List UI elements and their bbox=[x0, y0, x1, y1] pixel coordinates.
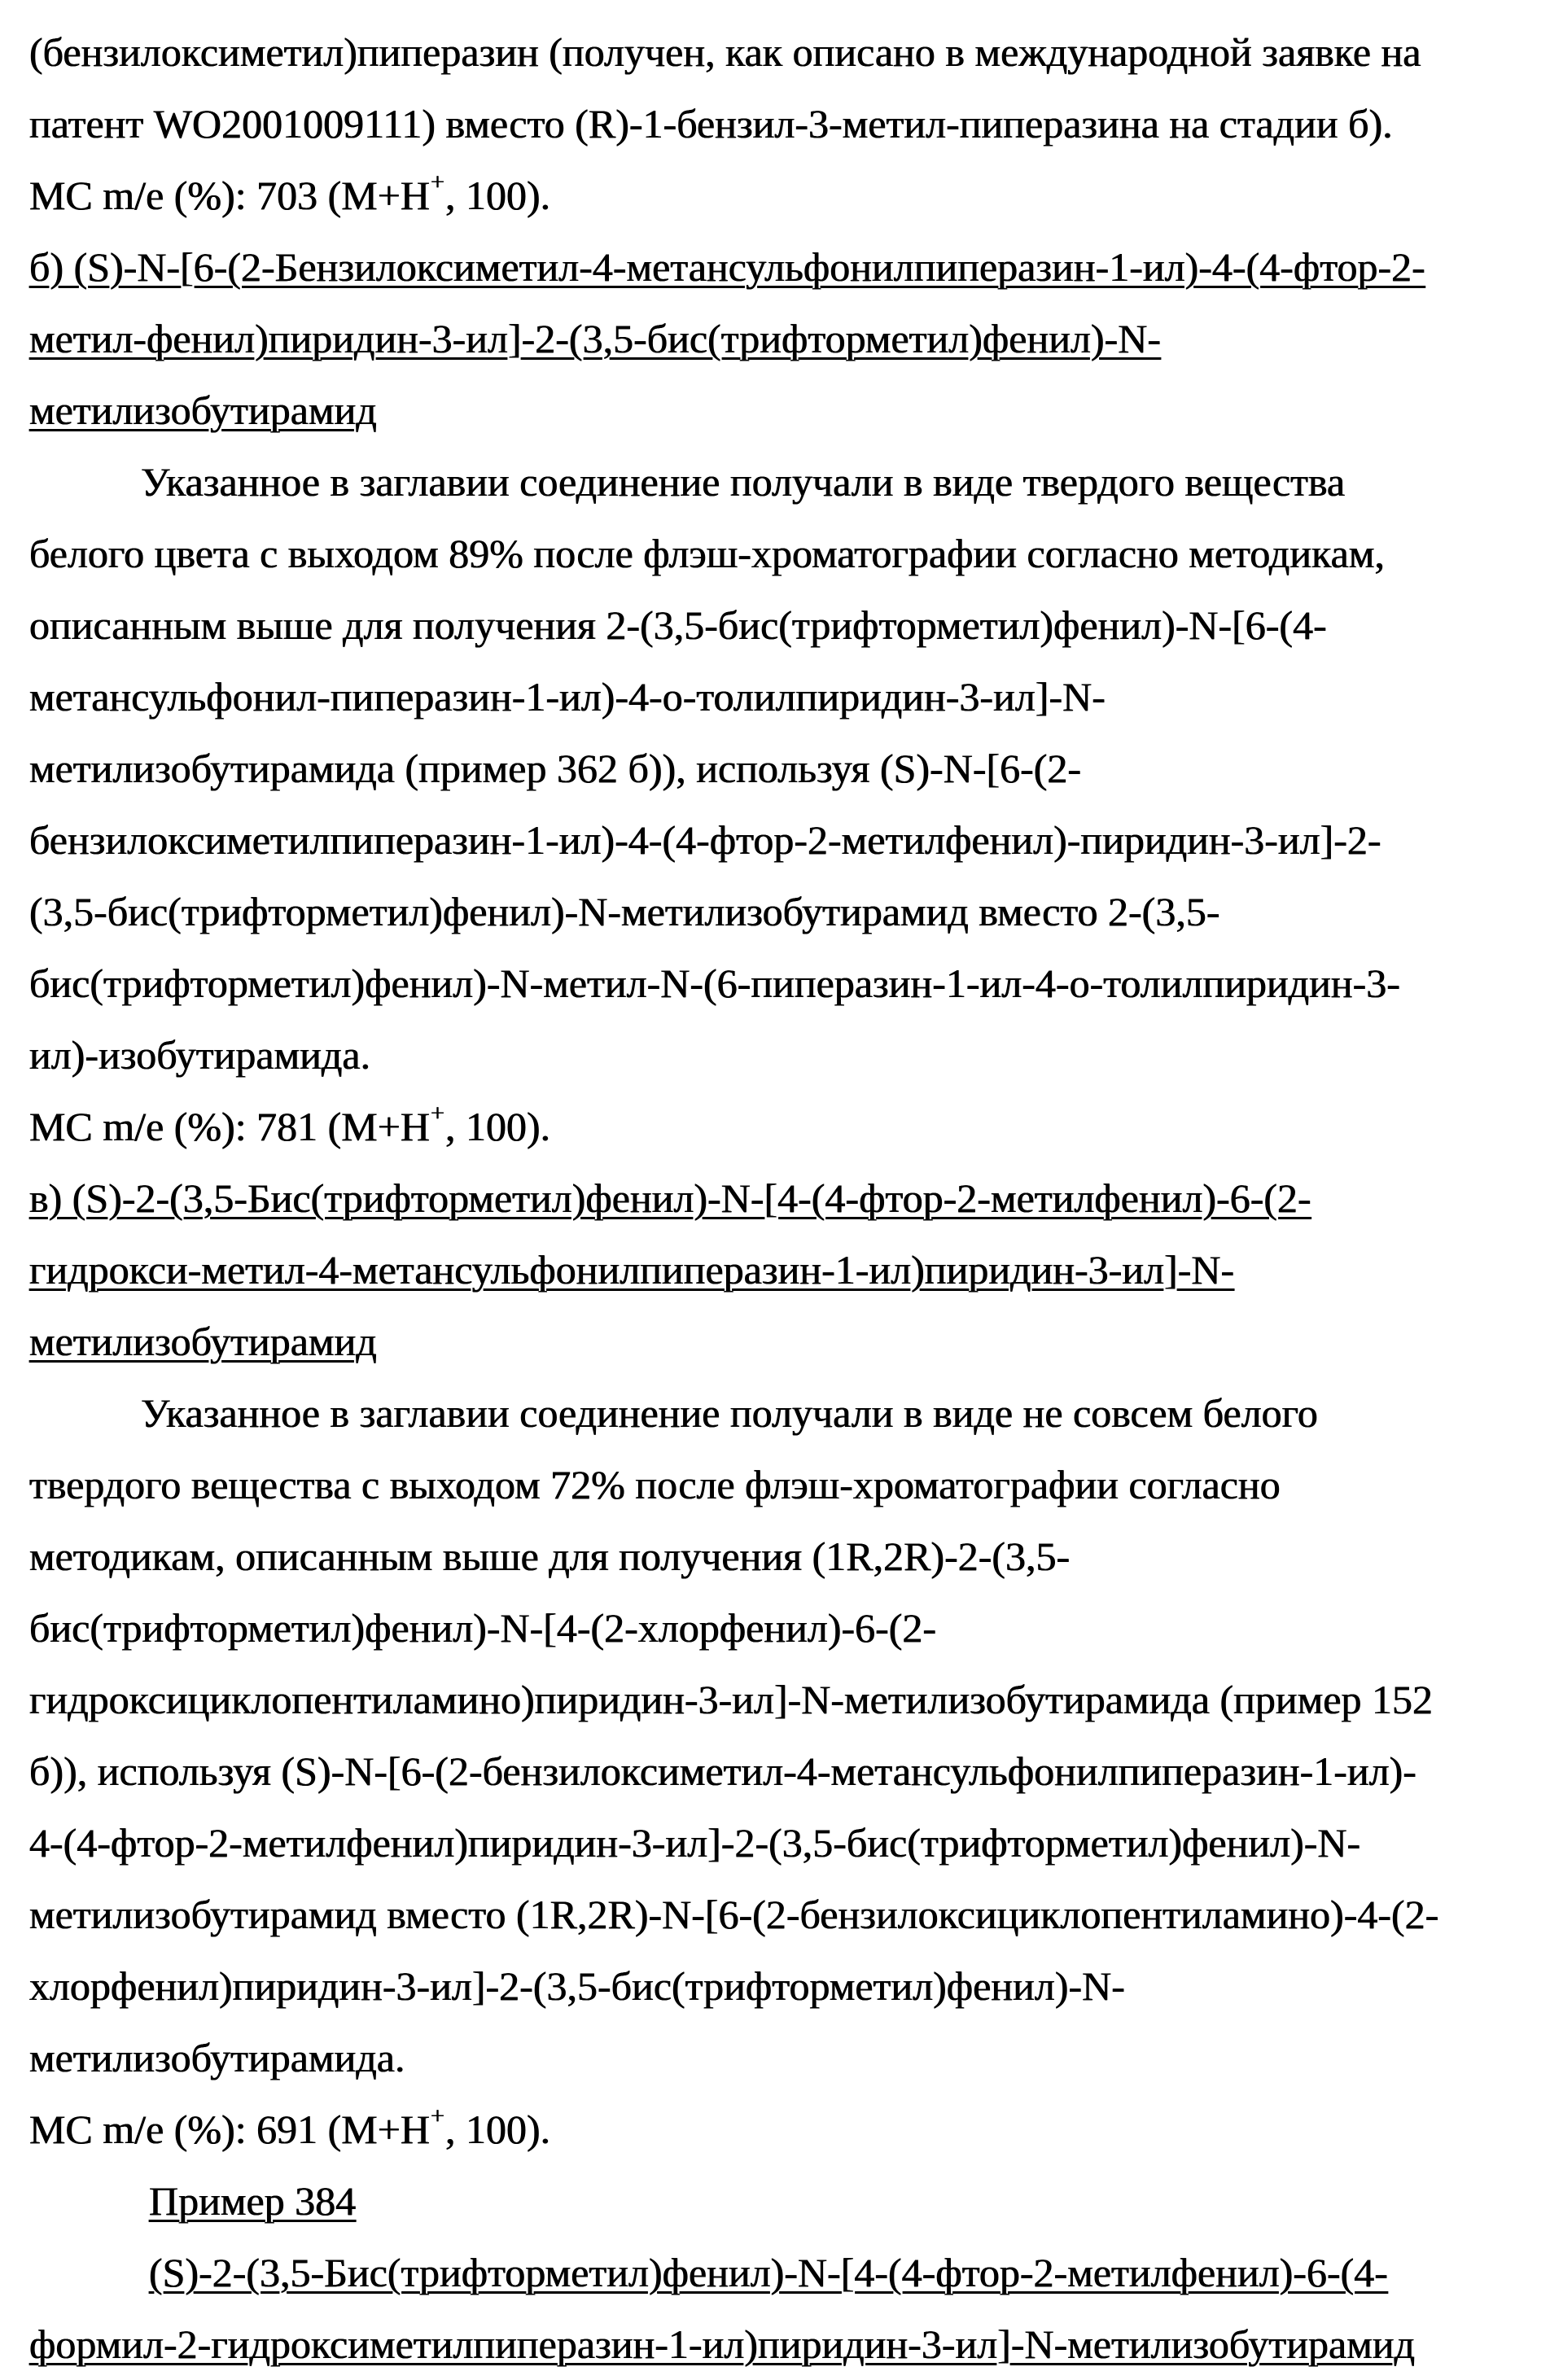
paragraph-line bbox=[29, 1019, 370, 1091]
example-title-text: формил-2-гидроксиметилпиперазин-1-ил)пиридин-3-ил]-N-метилизобутирамид bbox=[29, 2321, 1416, 2367]
paragraph-line bbox=[29, 1879, 1438, 1950]
paragraph-line bbox=[29, 733, 1081, 804]
paragraph-line bbox=[29, 876, 1220, 947]
heading-text: метилизобутирамид bbox=[29, 387, 377, 433]
line-text: Указанное в заглавии соединение получали в виде не совсем белого bbox=[141, 1390, 1318, 1436]
line-text: б)), используя (S)-N-[6-(2-бензилоксиметил-4-метансульфонилпиперазин-1-ил)- bbox=[29, 1748, 1416, 1794]
section-heading-v bbox=[29, 1162, 1311, 1234]
section-heading-v bbox=[29, 1234, 1234, 1306]
line-text: твердого вещества с выходом 72% после флэш-хроматографии согласно bbox=[29, 1462, 1281, 1507]
line-text: патент WO2001009111) вместо (R)-1-бензил-3-метил-пиперазина на стадии б). bbox=[29, 101, 1393, 147]
heading-text: в) (S)-2-(3,5-Бис(трифторметил)фенил)-N-[4-(4-фтор-2-метилфенил)-6-(2- bbox=[29, 1175, 1311, 1221]
section-heading-v bbox=[29, 1306, 377, 1377]
line-text: метилизобутирамида. bbox=[29, 2035, 405, 2080]
mass-spec-text-end: , 100). bbox=[444, 1104, 551, 1149]
paragraph-line bbox=[29, 589, 1327, 661]
mass-spec-text-end: , 100). bbox=[444, 2107, 551, 2152]
line-text: гидроксициклопентиламино)пиридин-3-ил]-N-метилизобутирамида (пример 152 bbox=[29, 1677, 1433, 1722]
line-text: (бензилоксиметил)пиперазин (получен, как описано в международной заявке на bbox=[29, 29, 1421, 75]
paragraph-line bbox=[29, 2022, 405, 2093]
line-text: бензилоксиметилпиперазин-1-ил)-4-(4-фтор-2-метилфенил)-пиридин-3-ил]-2- bbox=[29, 817, 1381, 863]
mass-spec-text-end: , 100). bbox=[444, 173, 551, 218]
paragraph-line bbox=[141, 1377, 1318, 1449]
line-text: метансульфонил-пиперазин-1-ил)-4-о-толилпиридин-3-ил]-N- bbox=[29, 674, 1106, 720]
superscript-plus: + bbox=[431, 2102, 444, 2129]
line-text: хлорфенил)пиридин-3-ил]-2-(3,5-бис(трифторметил)фенил)-N- bbox=[29, 1963, 1125, 2009]
superscript-plus: + bbox=[431, 168, 444, 195]
line-text: описанным выше для получения 2-(3,5-бис(трифторметил)фенил)-N-[6-(4- bbox=[29, 602, 1327, 648]
heading-text: метил-фенил)пиридин-3-ил]-2-(3,5-бис(трифторметил)фенил)-N- bbox=[29, 316, 1161, 361]
section-heading-b bbox=[29, 231, 1425, 303]
example-title bbox=[149, 2237, 1388, 2308]
section-heading-b bbox=[29, 303, 1161, 374]
text-line bbox=[29, 16, 1421, 88]
mass-spec-line bbox=[29, 160, 550, 231]
mass-spec-line bbox=[29, 1091, 550, 1162]
line-text: бис(трифторметил)фенил)-N-метил-N-(6-пиперазин-1-ил-4-о-толилпиридин-3- bbox=[29, 960, 1400, 1006]
paragraph-line bbox=[29, 1950, 1125, 2022]
paragraph-line bbox=[29, 804, 1381, 876]
paragraph-line bbox=[141, 446, 1345, 518]
mass-spec-line bbox=[29, 2093, 550, 2165]
mass-spec-text: МС m/e (%): 703 (M+H bbox=[29, 173, 431, 218]
heading-text: метилизобутирамид bbox=[29, 1319, 377, 1364]
paragraph-line bbox=[29, 518, 1385, 589]
heading-text: б) (S)-N-[6-(2-Бензилоксиметил-4-метансульфонилпиперазин-1-ил)-4-(4-фтор-2- bbox=[29, 244, 1425, 290]
line-text: метилизобутирамид вместо (1R,2R)-N-[6-(2-бензилоксициклопентиламино)-4-(2- bbox=[29, 1892, 1439, 1937]
paragraph-line bbox=[29, 1735, 1416, 1807]
mass-spec-text: МС m/e (%): 781 (M+H bbox=[29, 1104, 431, 1149]
paragraph-line bbox=[29, 1520, 1070, 1592]
line-text: 4-(4-фтор-2-метилфенил)пиридин-3-ил]-2-(3,5-бис(трифторметил)фенил)-N- bbox=[29, 1820, 1361, 1866]
example-title-text: (S)-2-(3,5-Бис(трифторметил)фенил)-N-[4-(4-фтор-2-метилфенил)-6-(4- bbox=[149, 2250, 1388, 2295]
paragraph-line bbox=[29, 1664, 1433, 1735]
paragraph-line bbox=[29, 1592, 936, 1664]
example-number: Пример 384 bbox=[149, 2178, 357, 2224]
paragraph-line bbox=[29, 661, 1106, 733]
text-line bbox=[29, 88, 1393, 160]
paragraph-line bbox=[29, 947, 1400, 1019]
line-text: белого цвета с выходом 89% после флэш-хроматографии согласно методикам, bbox=[29, 531, 1385, 576]
line-text: (3,5-бис(трифторметил)фенил)-N-метилизобутирамид вместо 2-(3,5- bbox=[29, 889, 1220, 934]
section-heading-b bbox=[29, 374, 377, 446]
paragraph-line bbox=[29, 1449, 1281, 1520]
line-text: методикам, описанным выше для получения (1R,2R)-2-(3,5- bbox=[29, 1533, 1071, 1579]
line-text: ил)-изобутирамида. bbox=[29, 1032, 371, 1078]
example-heading bbox=[149, 2165, 356, 2237]
heading-text: гидрокси-метил-4-метансульфонилпиперазин-1-ил)пиридин-3-ил]-N- bbox=[29, 1247, 1235, 1293]
line-text: бис(трифторметил)фенил)-N-[4-(2-хлорфенил)-6-(2- bbox=[29, 1605, 937, 1651]
example-title bbox=[29, 2308, 1415, 2380]
line-text: Указанное в заглавии соединение получали в виде твердого вещества bbox=[141, 459, 1346, 505]
superscript-plus: + bbox=[431, 1100, 444, 1127]
line-text: метилизобутирамида (пример 362 б)), используя (S)-N-[6-(2- bbox=[29, 746, 1082, 791]
mass-spec-text: МС m/e (%): 691 (M+H bbox=[29, 2107, 431, 2152]
paragraph-line bbox=[29, 1807, 1360, 1879]
